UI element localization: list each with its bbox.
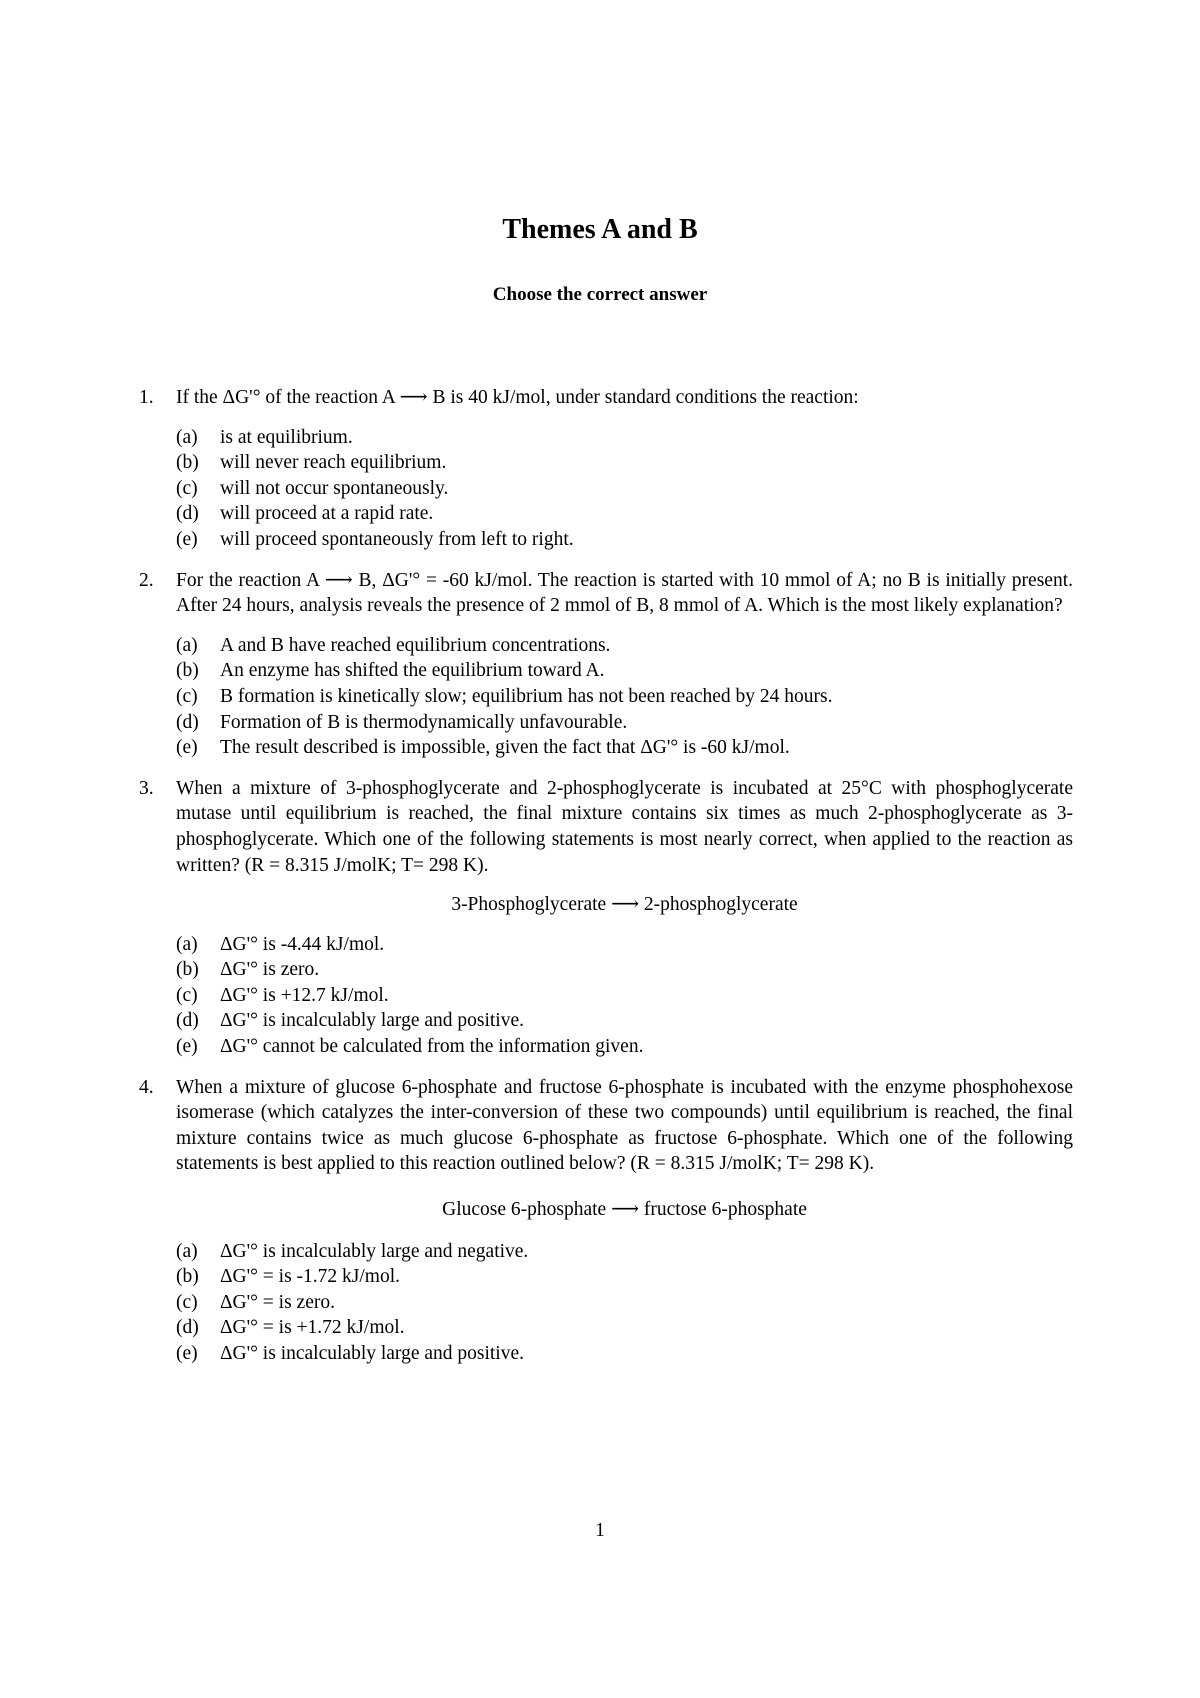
option-letter: (d)	[176, 711, 199, 733]
page-number: 1	[595, 1520, 605, 1541]
question-number: 4.	[139, 1076, 154, 1098]
option-text: ΔG'° = is -1.72 kJ/mol.	[220, 1266, 401, 1288]
option-letter: (e)	[176, 528, 198, 550]
option-text: Formation of B is thermodynamically unfavourable.	[220, 711, 628, 733]
option-b	[176, 658, 1073, 684]
option-e	[176, 1341, 1073, 1367]
option-text: ΔG'° is incalculably large and positive.	[220, 1343, 525, 1364]
options-list	[176, 425, 1073, 553]
options-list	[176, 932, 1073, 1060]
option-letter: (b)	[176, 959, 199, 981]
reaction-equation: 3-Phosphoglycerate ⟶ 2-phosphoglycerate	[451, 894, 798, 916]
question-text: If the ΔG'° of the reaction A ⟶ B is 40 kJ/mol, under standard conditions the reaction:	[176, 387, 859, 408]
option-e	[176, 1034, 1073, 1060]
question-number: 1.	[139, 387, 154, 408]
option-c	[176, 684, 1073, 710]
option-letter: (c)	[176, 685, 198, 707]
option-text: ΔG'° is incalculably large and negative.	[220, 1240, 529, 1262]
option-b	[176, 450, 1073, 476]
option-letter: (a)	[176, 634, 198, 656]
option-letter: (b)	[176, 660, 199, 682]
option-d	[176, 1315, 1073, 1341]
question-text: When a mixture of 3-phosphoglycerate and 2-phosphoglycerate is incubated at 25°C with phosphoglycerate mutase until equilibrium is reached, the final mixture contains six times as much 2-phosphoglycerate as 3-phosphoglycerate. Which one of the following statements is most nearly correct, when applied to the reaction as written? (R = 8.315 J/molK; T= 298 K).	[176, 777, 1073, 876]
option-text: ΔG'° is -4.44 kJ/mol.	[220, 933, 385, 955]
option-text: ΔG'° = is zero.	[220, 1291, 335, 1313]
option-a	[176, 425, 1073, 451]
option-letter: (a)	[176, 1240, 198, 1262]
question-1	[139, 385, 1073, 553]
option-text: is at equilibrium.	[220, 426, 353, 448]
question-text: For the reaction A ⟶ B, ΔG'° = -60 kJ/mol. The reaction is started with 10 mmol of A; no B is initially present. After 24 hours, analysis reveals the presence of 2 mmol of B, 8 mmol of A. Which is the most likely explanation?	[176, 569, 1073, 617]
option-text: will not occur spontaneously.	[220, 477, 449, 499]
question-2	[139, 568, 1073, 761]
page-subtitle: Choose the correct answer	[492, 284, 708, 305]
question-3	[139, 776, 1073, 1060]
option-b	[176, 1264, 1073, 1290]
option-letter: (d)	[176, 1010, 199, 1032]
option-e	[176, 735, 1073, 761]
option-b	[176, 957, 1073, 983]
option-letter: (e)	[176, 1343, 198, 1364]
option-letter: (d)	[176, 1317, 199, 1339]
option-c	[176, 983, 1073, 1009]
option-letter: (c)	[176, 477, 198, 499]
option-text: The result described is impossible, given the fact that ΔG'° is -60 kJ/mol.	[220, 737, 790, 759]
option-letter: (d)	[176, 503, 199, 525]
option-text: will never reach equilibrium.	[220, 452, 447, 474]
question-number: 3.	[139, 777, 154, 799]
option-d	[176, 501, 1073, 527]
reaction-equation: Glucose 6-phosphate ⟶ fructose 6-phosphate	[442, 1199, 807, 1221]
option-text: ΔG'° cannot be calculated from the information given.	[220, 1036, 644, 1058]
option-e	[176, 527, 1073, 553]
question-number: 2.	[139, 569, 154, 591]
option-text: ΔG'° = is +1.72 kJ/mol.	[220, 1317, 405, 1339]
option-a	[176, 932, 1073, 958]
question-text: When a mixture of glucose 6-phosphate and fructose 6-phosphate is incubated with the enzyme phosphohexose isomerase (which catalyzes the inter-conversion of these two compounds) until equilibrium is reached, the final mixture contains twice as much glucose 6-phosphate as fructose 6-phosphate. Which one of the following statements is best applied to this reaction outlined below? (R = 8.315 J/molK; T= 298 K).	[176, 1076, 1073, 1175]
option-d	[176, 1008, 1073, 1034]
option-d	[176, 710, 1073, 736]
option-c	[176, 476, 1073, 502]
question-4	[139, 1075, 1073, 1367]
option-c	[176, 1290, 1073, 1316]
option-letter: (a)	[176, 933, 198, 955]
option-text: ΔG'° is +12.7 kJ/mol.	[220, 984, 389, 1006]
option-letter: (b)	[176, 452, 199, 474]
option-text: will proceed at a rapid rate.	[220, 503, 434, 525]
option-letter: (b)	[176, 1266, 199, 1288]
option-text: ΔG'° is incalculably large and positive.	[220, 1010, 525, 1032]
option-letter: (e)	[176, 1036, 198, 1058]
question-list	[139, 385, 1073, 1367]
option-text: A and B have reached equilibrium concentrations.	[220, 634, 611, 656]
option-letter: (e)	[176, 737, 198, 759]
option-letter: (a)	[176, 426, 198, 448]
option-letter: (c)	[176, 984, 198, 1006]
option-a	[176, 1239, 1073, 1265]
option-text: B formation is kinetically slow; equilibrium has not been reached by 24 hours.	[220, 685, 833, 707]
option-text: An enzyme has shifted the equilibrium toward A.	[220, 660, 605, 682]
options-list	[176, 633, 1073, 761]
option-text: will proceed spontaneously from left to right.	[220, 528, 574, 550]
option-a	[176, 633, 1073, 659]
page-title: Themes A and B	[502, 214, 698, 245]
option-text: ΔG'° is zero.	[220, 959, 320, 981]
options-list	[176, 1239, 1073, 1367]
option-letter: (c)	[176, 1291, 198, 1313]
